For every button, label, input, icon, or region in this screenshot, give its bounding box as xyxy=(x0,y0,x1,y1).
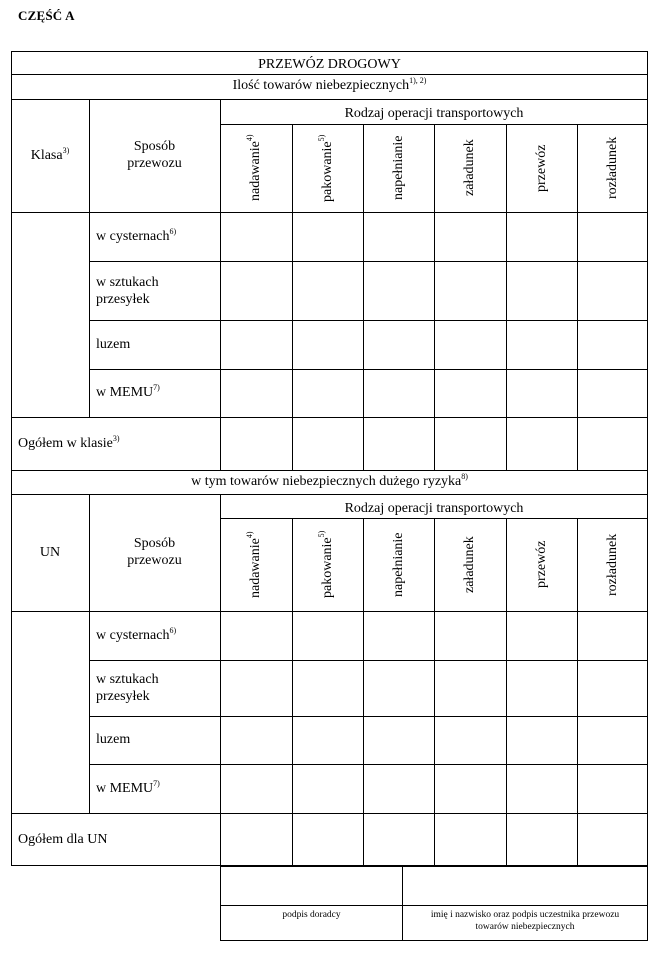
section1-op-label: przewóz xyxy=(534,144,549,192)
section1-cell-r0-c4[interactable] xyxy=(507,213,576,260)
section1-op-footnote: 4) xyxy=(245,134,254,142)
section2-heading-footnote: 8) xyxy=(461,472,468,481)
section2-row-label-1 xyxy=(96,671,217,705)
section1-cell-r2-c3[interactable] xyxy=(435,321,505,368)
section2-cell-r1-c1[interactable] xyxy=(293,661,362,715)
section1-op-label: nadawanie xyxy=(248,141,263,202)
section2-row-label-text: luzem xyxy=(96,732,131,747)
section1-cell-r0-c5[interactable] xyxy=(578,213,647,260)
section2-cell-r1-c4[interactable] xyxy=(507,661,576,715)
section1-col1-header xyxy=(11,147,89,164)
section2-op-header-3 xyxy=(434,518,506,611)
table-title-text: PRZEWÓZ DROGOWY xyxy=(258,57,401,72)
section2-cell-r2-c3[interactable] xyxy=(435,717,505,763)
section1-cell-r2-c5[interactable] xyxy=(578,321,647,368)
section2-total-cell-1[interactable] xyxy=(293,814,362,865)
section1-row-label-text: w MEMU xyxy=(96,385,154,400)
section1-cell-r1-c2[interactable] xyxy=(364,262,433,319)
section2-total-cell-4[interactable] xyxy=(507,814,576,865)
section2-heading-text: w tym towarów niebezpiecznych dużego ryzyka xyxy=(191,474,462,489)
signature-box xyxy=(220,866,648,941)
section1-row-footnote: 6) xyxy=(169,226,177,236)
section2-cell-r2-c5[interactable] xyxy=(578,717,647,763)
section2-cell-r3-c4[interactable] xyxy=(507,765,576,812)
section2-row-footnote: 6) xyxy=(169,625,177,635)
section1-col1-header-footnote: 3) xyxy=(62,145,70,155)
section1-total-cell-3[interactable] xyxy=(435,418,505,469)
section1-row-label-0 xyxy=(96,228,217,245)
section1-cell-r3-c4[interactable] xyxy=(507,370,576,416)
section1-cell-r2-c2[interactable] xyxy=(364,321,433,368)
section1-op-label: rozładunek xyxy=(605,136,620,200)
section2-total-cell-0[interactable] xyxy=(221,814,291,865)
section1-col2-header xyxy=(89,138,220,172)
section2-cell-r0-c3[interactable] xyxy=(435,612,505,659)
section2-op-header-4 xyxy=(506,518,577,611)
section2-row-label-3 xyxy=(96,780,217,797)
section2-total-cell-3[interactable] xyxy=(435,814,505,865)
section2-cell-r1-c0[interactable] xyxy=(221,661,291,715)
section1-total-cell-0[interactable] xyxy=(221,418,291,469)
participant-signature-field[interactable] xyxy=(403,867,647,905)
section1-heading xyxy=(11,77,648,94)
section1-op-label: napełnianie xyxy=(391,135,406,201)
section1-op-header-3 xyxy=(434,124,506,212)
section1-cell-r2-c1[interactable] xyxy=(293,321,362,368)
section1-cell-r0-c3[interactable] xyxy=(435,213,505,260)
section2-heading xyxy=(11,473,648,490)
section2-op-label: pakowanie xyxy=(320,537,335,599)
participant-label-line2: towarów niebezpiecznych xyxy=(475,922,575,932)
section1-cell-r1-c0[interactable] xyxy=(221,262,291,319)
section2-op-header-0 xyxy=(220,518,292,611)
section1-op-header-5 xyxy=(577,124,648,212)
section2-cell-r3-c5[interactable] xyxy=(578,765,647,812)
section1-cell-r2-c4[interactable] xyxy=(507,321,576,368)
section2-row-label-text2: przesyłek xyxy=(96,689,150,704)
advisor-signature-field[interactable] xyxy=(221,867,402,905)
section2-group-header-text: Rodzaj operacji transportowych xyxy=(344,501,524,516)
section1-group-header xyxy=(220,105,648,122)
section2-cell-r3-c3[interactable] xyxy=(435,765,505,812)
section1-cell-r0-c0[interactable] xyxy=(221,213,291,260)
section1-total-cell-4[interactable] xyxy=(507,418,576,469)
section1-row-label-text: w sztukach xyxy=(96,274,159,290)
section2-col2-header xyxy=(89,535,220,569)
section1-cell-r0-c1[interactable] xyxy=(293,213,362,260)
section2-cell-r0-c0[interactable] xyxy=(221,612,291,659)
section1-row-label-2 xyxy=(96,336,217,353)
section2-cell-r1-c5[interactable] xyxy=(578,661,647,715)
section2-cell-r2-c1[interactable] xyxy=(293,717,362,763)
participant-signature-label xyxy=(403,909,647,933)
section2-cell-r2-c4[interactable] xyxy=(507,717,576,763)
section1-op-label: pakowanie xyxy=(320,141,335,202)
section2-cell-r0-c2[interactable] xyxy=(364,612,433,659)
section2-cell-r3-c1[interactable] xyxy=(293,765,362,812)
section2-total-cell-5[interactable] xyxy=(578,814,647,865)
section2-heading-rule xyxy=(11,494,648,495)
section1-cell-r1-c5[interactable] xyxy=(578,262,647,319)
section2-cell-r2-c0[interactable] xyxy=(221,717,291,763)
section1-row-label-text2: przesyłek xyxy=(96,291,150,307)
section1-heading-rule xyxy=(11,99,648,100)
section1-total-bottom-rule xyxy=(11,470,648,471)
section2-row-label-2 xyxy=(96,731,217,748)
section2-total-label xyxy=(18,831,217,848)
section2-col1-header-text: UN xyxy=(39,544,61,560)
section1-cell-r3-c0[interactable] xyxy=(221,370,291,416)
section1-op-header-1 xyxy=(292,124,363,212)
section2-row-label-text: w sztukach xyxy=(96,672,159,687)
section1-total-cell-5[interactable] xyxy=(578,418,647,469)
section2-op-header-1 xyxy=(292,518,363,611)
section2-op-footnote: 5) xyxy=(317,530,326,538)
table-title xyxy=(11,56,648,73)
section2-row-label-text: w cysternach xyxy=(96,627,170,643)
section1-total-cell-2[interactable] xyxy=(364,418,433,469)
section1-cell-r3-c3[interactable] xyxy=(435,370,505,416)
section1-row-label-3 xyxy=(96,384,217,401)
section1-cell-r3-c2[interactable] xyxy=(364,370,433,416)
section1-row-label-1 xyxy=(96,274,217,308)
section2-op-footnote: 4) xyxy=(245,531,254,538)
section2-cell-r0-c4[interactable] xyxy=(507,612,576,659)
section2-cell-r0-c1[interactable] xyxy=(293,612,362,659)
section1-heading-footnote: 1), 2) xyxy=(409,76,427,85)
section2-op-label: nadawanie xyxy=(248,537,263,598)
section1-cell-r2-c0[interactable] xyxy=(221,321,291,368)
section1-op-footnote: 5) xyxy=(317,134,326,142)
section1-op-header-4 xyxy=(506,124,577,212)
section2-row-label-text: w MEMU xyxy=(96,780,154,796)
section2-group-header xyxy=(220,500,648,517)
section2-cell-r3-c0[interactable] xyxy=(221,765,291,812)
section2-op-label: załadunek xyxy=(462,536,477,593)
section1-cell-r1-c3[interactable] xyxy=(435,262,505,319)
section1-heading-text: Ilość towarów niebezpiecznych xyxy=(232,78,410,93)
section2-cell-r1-c2[interactable] xyxy=(364,661,433,715)
section2-col1-header xyxy=(11,544,89,561)
section2-cell-r0-c5[interactable] xyxy=(578,612,647,659)
section1-op-header-0 xyxy=(220,124,292,212)
section1-cell-r1-c4[interactable] xyxy=(507,262,576,319)
part-title: CZĘŚĆ A xyxy=(18,8,75,23)
section1-group-header-text: Rodzaj operacji transportowych xyxy=(344,106,524,121)
section1-row-label-text: w cysternach xyxy=(96,228,170,244)
participant-label-line1: imię i nazwisko oraz podpis uczestnika przewozu xyxy=(430,910,620,920)
section1-total-label-footnote: 3) xyxy=(112,433,120,443)
section1-cell-r0-c2[interactable] xyxy=(364,213,433,260)
section2-col2-header-line2: przewozu xyxy=(127,552,182,568)
title-rule xyxy=(11,74,648,75)
section2-row-label-0 xyxy=(96,627,217,644)
section2-total-cell-2[interactable] xyxy=(364,814,433,865)
section1-cell-r3-c5[interactable] xyxy=(578,370,647,416)
section1-total-label xyxy=(18,435,217,452)
section2-total-label-text: Ogółem dla UN xyxy=(18,831,108,847)
section1-cell-r1-c1[interactable] xyxy=(293,262,362,319)
section2-row-footnote: 7) xyxy=(153,778,160,788)
section1-op-label: załadunek xyxy=(462,139,477,197)
section1-row-label-text: luzem xyxy=(96,336,131,352)
section2-cell-r3-c2[interactable] xyxy=(364,765,433,812)
section2-op-label: rozładunek xyxy=(605,533,620,596)
section1-col2-header-line2: przewozu xyxy=(127,155,182,171)
section2-op-header-5 xyxy=(577,518,648,611)
section2-col2-header-line1: Sposób xyxy=(133,535,176,551)
signature-rule xyxy=(221,905,647,906)
section2-cell-r2-c2[interactable] xyxy=(364,717,433,763)
section1-total-cell-1[interactable] xyxy=(293,418,362,469)
section2-op-header-2 xyxy=(363,518,434,611)
section1-op-header-2 xyxy=(363,124,434,212)
section1-total-label-text: Ogółem w klasie xyxy=(18,435,113,451)
section2-op-label: napełnianie xyxy=(391,532,406,597)
section2-cell-r1-c3[interactable] xyxy=(435,661,505,715)
section1-col2-header-line1: Sposób xyxy=(133,138,176,154)
section1-row-footnote: 7) xyxy=(153,383,160,392)
advisor-signature-label: podpis doradcy xyxy=(282,910,341,920)
section1-cell-r3-c1[interactable] xyxy=(293,370,362,416)
section2-op-label: przewóz xyxy=(534,540,549,589)
section1-col1-header-text: Klasa xyxy=(30,147,63,163)
